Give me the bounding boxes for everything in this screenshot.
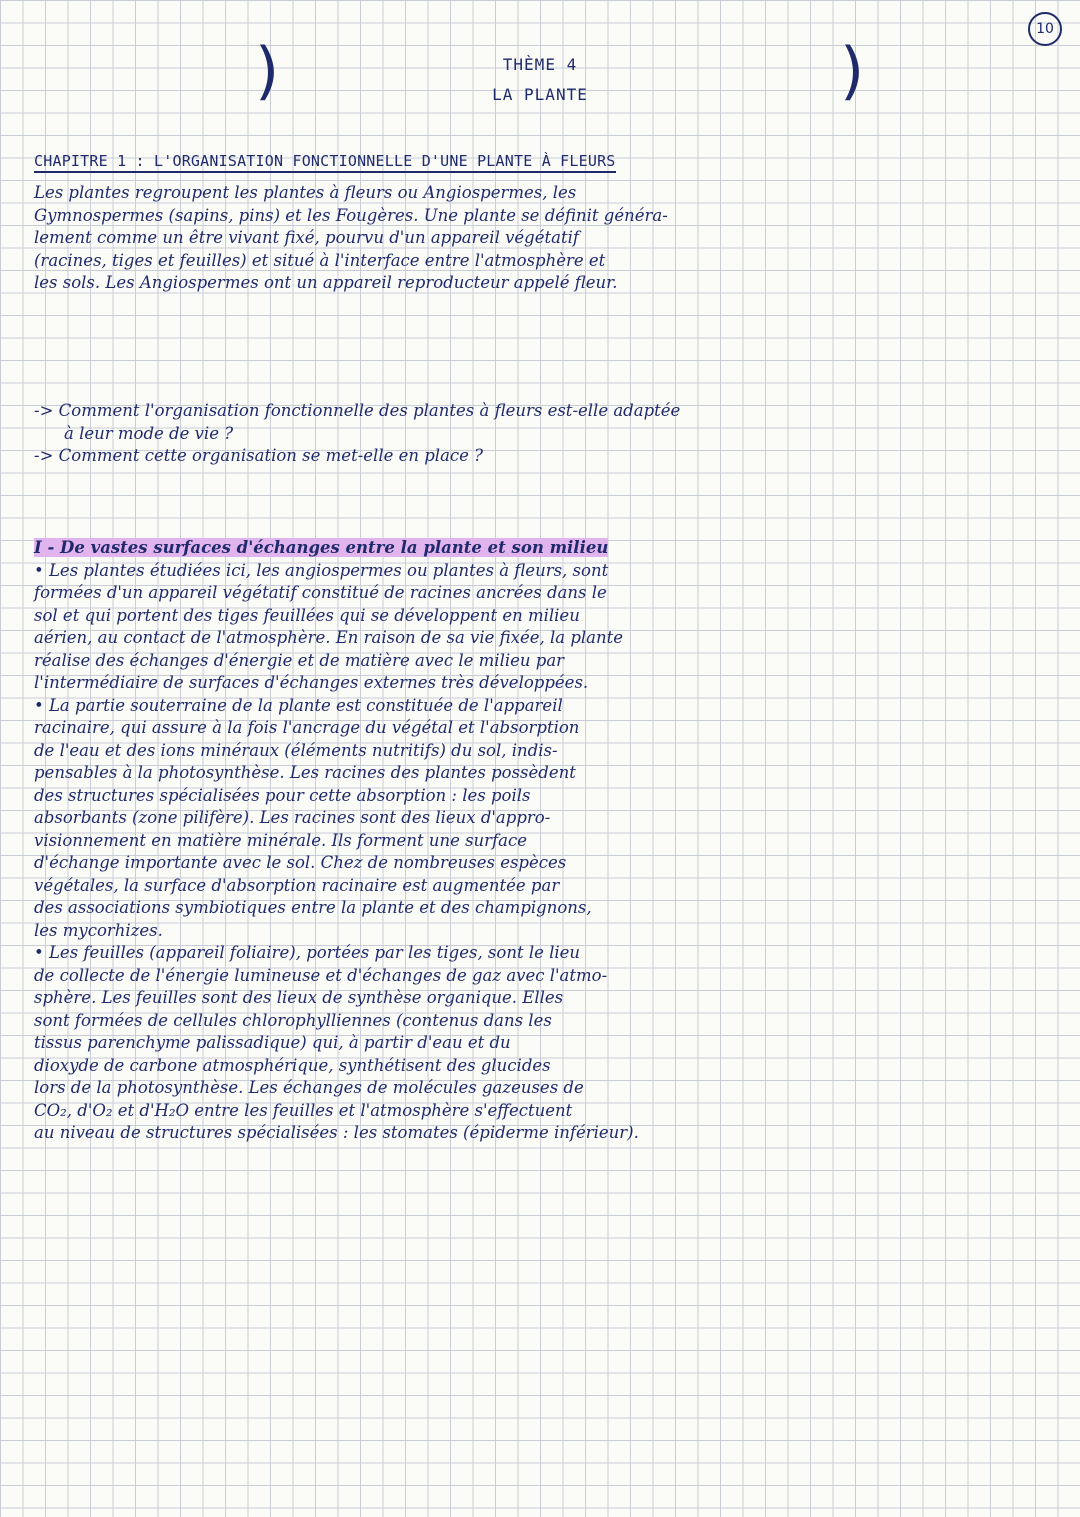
section-line: des associations symbiotiques entre la plante et des champignons, [34,898,592,917]
theme-header [0,50,1080,110]
section-line: des structures spécialisées pour cette absorption : les poils [34,785,531,805]
section-line: pensables à la photosynthèse. Les racines des plantes possèdent [34,763,576,782]
section-line: • Les feuilles (appareil foliaire), portées par les tiges, sont le lieu [34,943,581,962]
question-line: -> Comment cette organisation se met-elle en place ? [34,446,484,465]
decorative-right-parenthesis: ) [840,34,865,107]
question-line: à leur mode de vie ? [64,423,234,443]
section-line: de collecte de l'énergie lumineuse et d'échanges de gaz avec l'atmo- [34,965,608,985]
section-1 [34,537,1064,1145]
section-line: visionnement en matière minérale. Ils forment une surface [34,830,528,850]
section-line: végétales, la surface d'absorption racinaire est augmentée par [34,875,560,895]
intro-line: Gymnospermes (sapins, pins) et les Fougères. Une plante se définit généra- [34,205,668,225]
page-number: 10 [1028,12,1062,46]
section-line: lors de la photosynthèse. Les échanges de molécules gazeuses de [34,1078,584,1097]
section-line: l'intermédiaire de surfaces d'échanges externes très développées. [34,673,589,692]
section-line: réalise des échanges d'énergie et de matière avec le milieu par [34,650,565,670]
section-line: aérien, au contact de l'atmosphère. En raison de sa vie fixée, la plante [34,628,624,647]
section-line: CO₂, d'O₂ et d'H₂O entre les feuilles et l'atmosphère s'effectuent [34,1100,573,1120]
intro-line: Les plantes regroupent les plantes à fleurs ou Angiospermes, les [34,183,577,202]
intro-paragraph [34,182,1064,295]
intro-line: les sols. Les Angiospermes ont un appareil reproducteur appelé fleur. [34,273,618,292]
section-line: • La partie souterraine de la plante est constituée de l'appareil [34,695,563,715]
theme-title: THÈME 4 [502,55,578,74]
section-line: au niveau de structures spécialisées : les stomates (épiderme inférieur). [34,1123,639,1142]
section-line: formées d'un appareil végétatif constitué de racines ancrées dans le [34,583,607,602]
section-line: • Les plantes étudiées ici, les angiospermes ou plantes à fleurs, sont [34,560,609,580]
decorative-left-parenthesis: ) [255,34,280,107]
section-line: d'échange importante avec le sol. Chez de nombreuses espèces [34,853,567,872]
section-line: dioxyde de carbone atmosphérique, synthétisent des glucides [34,1055,551,1075]
section-line: absorbants (zone pilifère). Les racines sont des lieux d'appro- [34,808,551,827]
intro-line: (racines, tiges et feuilles) et situé à l'interface entre l'atmosphère et [34,250,606,270]
section-line: les mycorhizes. [34,920,163,940]
question-line: -> Comment l'organisation fonctionnelle des plantes à fleurs est-elle adaptée [34,401,681,420]
intro-line: lement comme un être vivant fixé, pourvu d'un appareil végétatif [34,228,579,247]
section-line: de l'eau et des ions minéraux (éléments nutritifs) du sol, indis- [34,740,558,760]
section-line: sont formées de cellules chlorophylliennes (contenus dans les [34,1010,552,1030]
chapter-title: CHAPITRE 1 : L'ORGANISATION FONCTIONNELLE D'UNE PLANTE À FLEURS [34,152,616,173]
section-line: sphère. Les feuilles sont des lieux de synthèse organique. Elles [34,988,564,1007]
section-1-title: I - De vastes surfaces d'échanges entre la plante et son milieu [34,538,609,557]
section-line: tissus parenchyme palissadique) qui, à partir d'eau et du [34,1033,511,1052]
section-line: racinaire, qui assure à la fois l'ancrage du végétal et l'absorption [34,718,580,737]
theme-subtitle: LA PLANTE [492,85,588,104]
section-line: sol et qui portent des tiges feuillées qui se développent en milieu [34,605,580,625]
problem-questions [34,400,1064,468]
